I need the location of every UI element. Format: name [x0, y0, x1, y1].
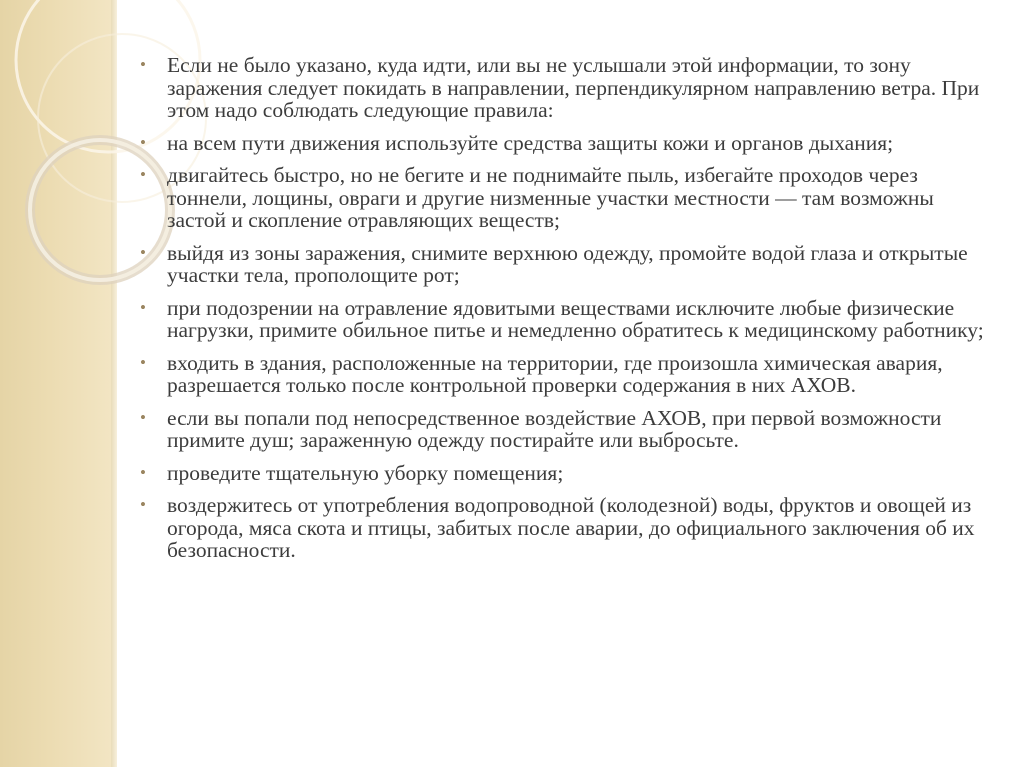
- slide-content: [130, 54, 990, 572]
- list-item: • входить в здания, расположенные на территории, где произошла химическая авария, разрешается только после контрольной проверки содержания в них АХОВ.: [130, 352, 990, 397]
- list-item: • двигайтесь быстро, но не бегите и не поднимайте пыль, избегайте проходов через тоннели, лощины, овраги и другие низменные участки местности — там возможны застой и скопление отравляющих веществ;: [130, 164, 990, 232]
- list-item: • если вы попали под непосредственное воздействие АХОВ, при первой возможности примите душ; зараженную одежду постирайте или выбросьте.: [130, 407, 990, 452]
- list-item: • выйдя из зоны заражения, снимите верхнюю одежду, промойте водой глаза и открытые участки тела, прополощите рот;: [130, 242, 990, 287]
- list-item: • на всем пути движения используйте средства защиты кожи и органов дыхания;: [130, 132, 990, 155]
- list-item: • проведите тщательную уборку помещения;: [130, 462, 990, 485]
- list-item: • воздержитесь от употребления водопроводной (колодезной) воды, фруктов и овощей из огорода, мяса скота и птицы, забитых после аварии, до официального заключения об их безопасности.: [130, 494, 990, 562]
- list-item: • Если не было указано, куда идти, или вы не услышали этой информации, то зону заражения следует покидать в направлении, перпендикулярном направлению ветра. При этом надо соблюдать следующие правила:: [130, 54, 990, 122]
- list-item: • при подозрении на отравление ядовитыми веществами исключите любые физические нагрузки, примите обильное питье и немедленно обратитесь к медицинскому работнику;: [130, 297, 990, 342]
- bullet-list: [130, 54, 990, 562]
